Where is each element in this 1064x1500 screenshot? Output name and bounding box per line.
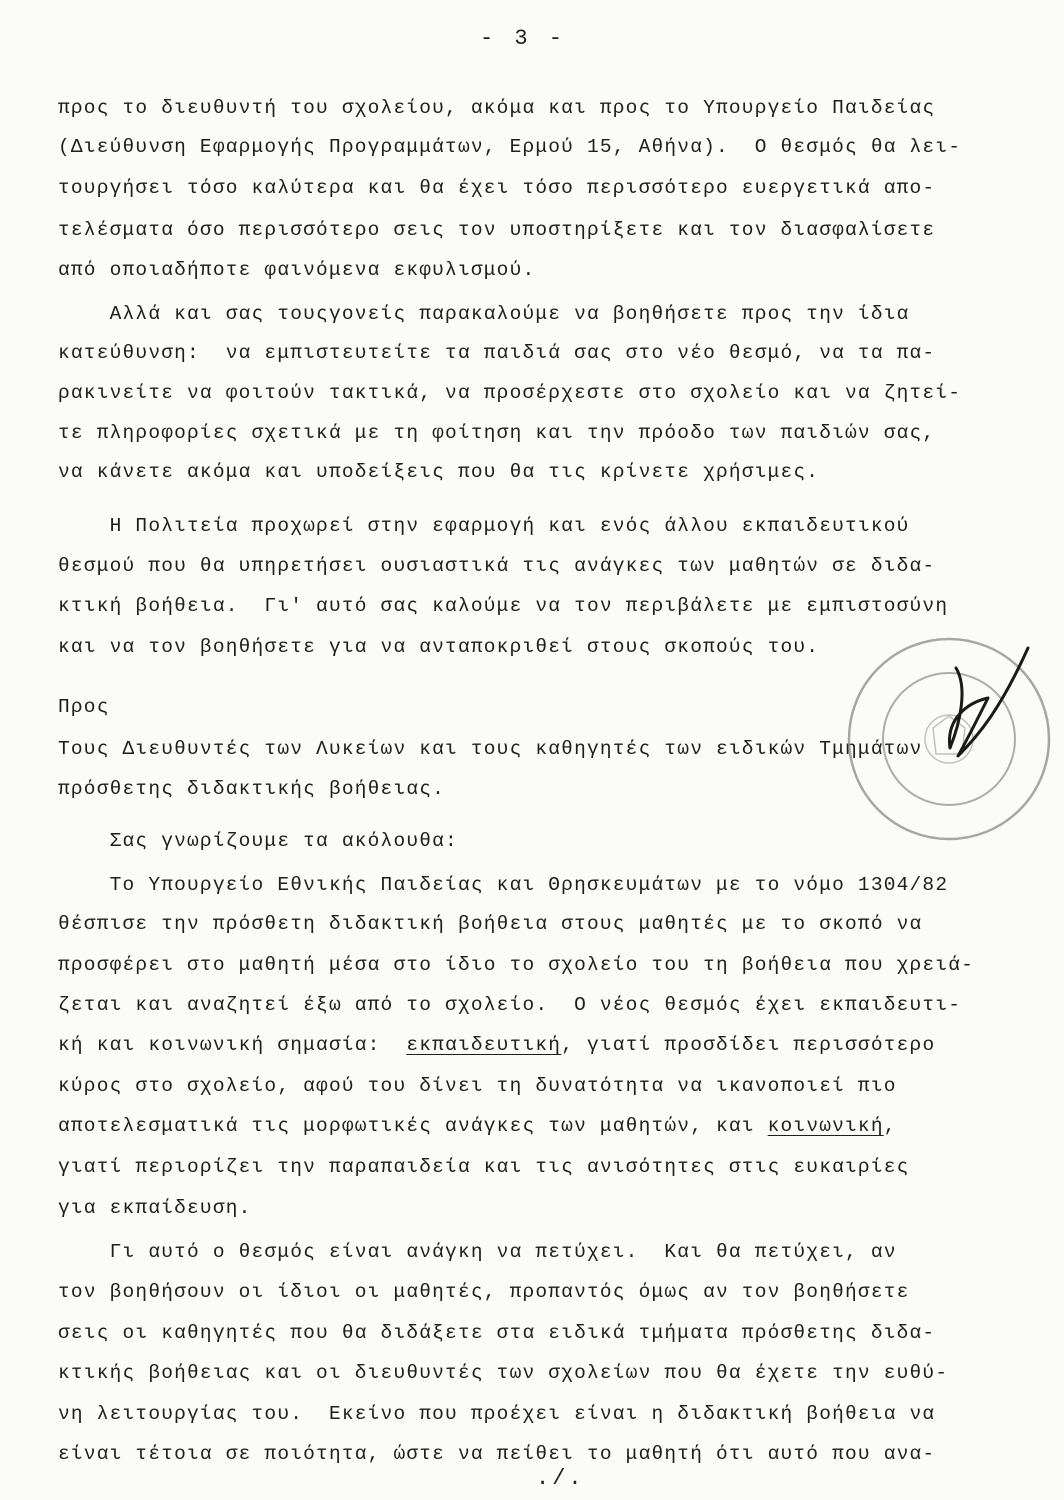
continuation-mark: ./. bbox=[536, 1466, 585, 1491]
text-line: Προς bbox=[58, 696, 110, 718]
text-line: Σας γνωρίζουμε τα ακόλουθα: bbox=[58, 830, 458, 852]
underlined-term: κοινωνική bbox=[767, 1115, 884, 1137]
text-line: Γι αυτό ο θεσμός είναι ανάγκη να πετύχει. Και θα πετύχει, αν bbox=[58, 1241, 897, 1263]
text-line: θεσμού που θα υπηρετήσει ουσιαστικά τις ανάγκες των μαθητών σε διδα- bbox=[58, 555, 936, 577]
text-line: κή και κοινωνική σημασία: εκπαιδευτική, γιατί προσδίδει περισσότερο bbox=[58, 1034, 936, 1056]
text-line: για εκπαίδευση. bbox=[58, 1197, 252, 1219]
text-line: είναι τέτοια σε ποιότητα, ώστε να πείθει το μαθητή ότι αυτό που ανα- bbox=[58, 1443, 936, 1465]
page-number: - 3 - bbox=[480, 26, 567, 51]
text-line: Το Υπουργείο Εθνικής Παιδείας και Θρησκευμάτων με το νόμο 1304/82 bbox=[58, 874, 949, 896]
text-line: ζεται και αναζητεί έξω από το σχολείο. Ο νέος θεσμός έχει εκπαιδευτι- bbox=[58, 994, 962, 1016]
underlined-term: εκπαιδευτική bbox=[406, 1034, 562, 1056]
text-line: από οποιαδήποτε φαινόμενα εκφυλισμού. bbox=[58, 259, 536, 281]
text-line: θέσπισε την πρόσθετη διδακτική βοήθεια στους μαθητές με το σκοπό να bbox=[58, 913, 923, 935]
text-line: προς το διευθυντή του σχολείου, ακόμα και προς το Υπουργείο Παιδείας bbox=[58, 97, 936, 119]
text-line: νη λειτουργίας του. Εκείνο που προέχει είναι η διδακτική βοήθεια να bbox=[58, 1403, 936, 1425]
text-line: σεις οι καθηγητές που θα διδάξετε στα ειδικά τμήματα πρόσθετης διδα- bbox=[58, 1322, 936, 1344]
text-line: τε πληροφορίες σχετικά με τη φοίτηση και την πρόοδο των παιδιών σας, bbox=[58, 422, 936, 444]
text-line: γιατί περιορίζει την παραπαιδεία και τις ανισότητες στις ευκαιρίες bbox=[58, 1156, 910, 1178]
text-line: τον βοηθήσουν οι ίδιοι οι μαθητές, προπαντός όμως αν τον βοηθήσετε bbox=[58, 1281, 910, 1303]
text-line: κύρος στο σχολείο, αφού του δίνει τη δυνατότητα να ικανοποιεί πιο bbox=[58, 1075, 897, 1097]
text-line: να κάνετε ακόμα και υποδείξεις που θα τις κρίνετε χρήσιμες. bbox=[58, 461, 820, 483]
text-line: Η Πολιτεία προχωρεί στην εφαρμογή και ενός άλλου εκπαιδευτικού bbox=[58, 515, 910, 537]
text-line: κατεύθυνση: να εμπιστευτείτε τα παιδιά σας στο νέο θεσμό, να τα πα- bbox=[58, 342, 936, 364]
text-line: τελέσματα όσο περισσότερο σεις τον υποστηρίξετε και τον διασφαλίσετε bbox=[58, 219, 936, 241]
text-line: τουργήσει τόσο καλύτερα και θα έχει τόσο περισσότερο ευεργετικά απο- bbox=[58, 177, 936, 199]
official-seal-stamp bbox=[838, 628, 1060, 850]
text-line: κτικής βοήθειας και οι διευθυντές των σχολείων που θα έχετε την ευθύ- bbox=[58, 1362, 949, 1384]
text-line: προσφέρει στο μαθητή μέσα στο ίδιο το σχολείο του τη βοήθεια που χρειά- bbox=[58, 954, 975, 976]
text-line: αποτελεσματικά τις μορφωτικές ανάγκες των μαθητών, και κοινωνική, bbox=[58, 1115, 897, 1137]
text-line: πρόσθετης διδακτικής βοήθειας. bbox=[58, 778, 446, 800]
text-line: και να τον βοηθήσετε για να ανταποκριθεί στους σκοπούς του. bbox=[58, 636, 820, 658]
text-line: Τους Διευθυντές των Λυκείων και τους καθηγητές των ειδικών Τμημάτων bbox=[58, 738, 923, 760]
text-line: κτική βοήθεια. Γι' αυτό σας καλούμε να τον περιβάλετε με εμπιστοσύνη bbox=[58, 595, 949, 617]
text-line: (Διεύθυνση Εφαρμογής Προγραμμάτων, Ερμού 15, Αθήνα). Ο θεσμός θα λει- bbox=[58, 136, 962, 158]
text-line: Αλλά και σας τουςγονείς παρακαλούμε να βοηθήσετε προς την ίδια bbox=[58, 303, 910, 325]
text-line: ρακινείτε να φοιτούν τακτικά, να προσέρχεστε στο σχολείο και να ζητεί- bbox=[58, 382, 962, 404]
